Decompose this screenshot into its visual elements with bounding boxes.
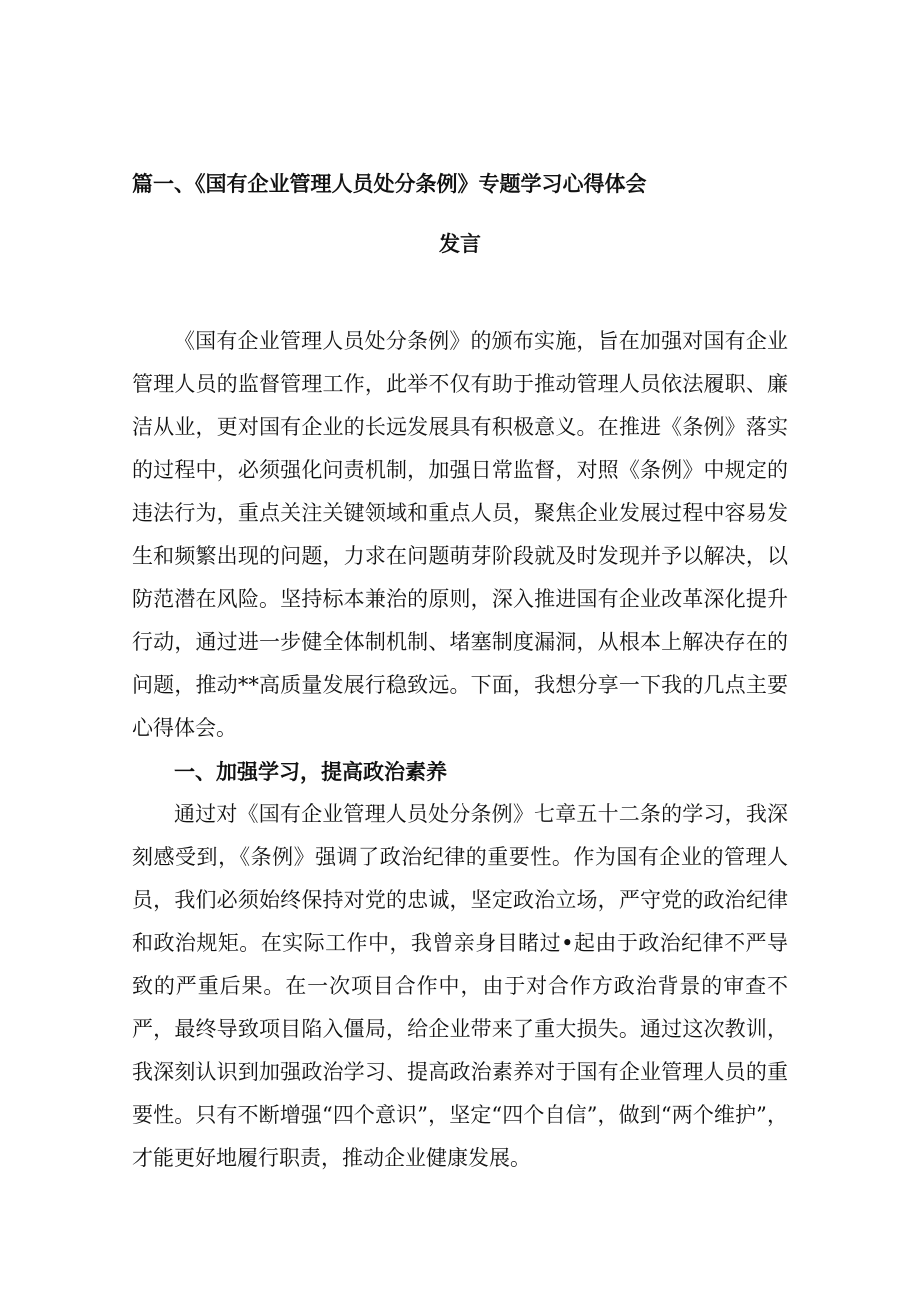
paragraph-section-1: 通过对《国有企业管理人员处分条例》七章五十二条的学习，我深刻感受到，《条例》强调了政治纪律的重要性。作为国有企业的管理人员，我们必须始终保持对党的忠诚，坚定政治立场，严守党的政治纪律和政治规矩。在实际工作中，我曾亲身目睹过•起由于政治纪律不严导致的严重后果。在一次项目合作中，由于对合作方政治背景的审查不严，最终导致项目陷入僵局，给企业带来了重大损失。通过这次教训，我深刻认识到加强政治学习、提高政治素养对于国有企业管理人员的重要性。只有不断增强“四个意识”，坚定“四个自信”，做到“两个维护”，才能更好地履行职责，推动企业健康发展。 [132, 802, 788, 1170]
section-heading-1: 一、加强学习，提高政治素养 [174, 759, 447, 784]
document-title-line2: 发言 [439, 231, 481, 256]
paragraph-intro: 《国有企业管理人员处分条例》的颁布实施，旨在加强对国有企业管理人员的监督管理工作，此举不仅有助于推动管理人员依法履职、廉洁从业，更对国有企业的长远发展具有积极意义。在推进《条例》落实的过程中，必须强化问责机制，加强日常监督，对照《条例》中规定的违法行为，重点关注关键领域和重点人员，聚焦企业发展过程中容易发生和频繁出现的问题，力求在问题萌芽阶段就及时发现并予以解决，以防范潜在风险。坚持标本兼治的原则，深入推进国有企业改革深化提升行动，通过进一步健全体制机制、堵塞制度漏洞，从根本上解决存在的问题，推动**高质量发展行稳致远。下面，我想分享一下我的几点主要心得体会。 [132, 329, 788, 740]
document-body [132, 320, 788, 1180]
document-title-line1: 篇一、《国有企业管理人员处分条例》专题学习心得体会 [132, 171, 647, 196]
